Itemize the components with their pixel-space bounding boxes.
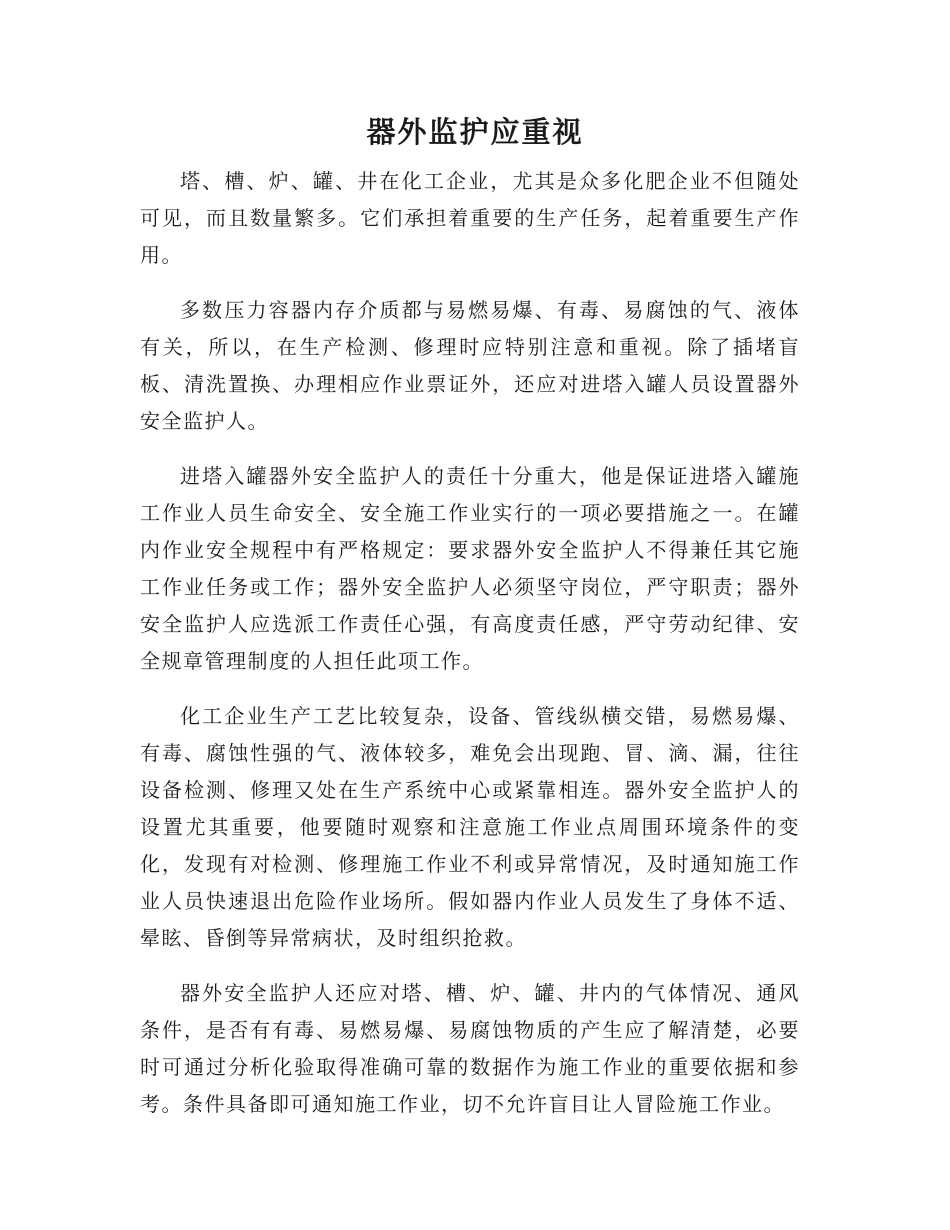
paragraph-1: 塔、槽、炉、罐、井在化工企业，尤其是众多化肥企业不但随处可见，而且数量繁多。它们承担着重要的生产任务，起着重要生产作用。 [140,169,800,267]
document-title: 器外监护应重视 [366,115,584,149]
paragraph-3: 进塔入罐器外安全监护人的责任十分重大，他是保证进塔入罐施工作业人员生命安全、安全施工作业实行的一项必要措施之一。在罐内作业安全规程中有严格规定：要求器外安全监护人不得兼任其它施工作业任务或工作；器外安全监护人必须坚守岗位，严守职责；器外安全监护人应选派工作责任心强，有高度责任感，严守劳动纪律、安全规章管理制度的人担任此项工作。 [140,464,800,673]
paragraph-4: 化工企业生产工艺比较复杂，设备、管线纵横交错，易燃易爆、有毒、腐蚀性强的气、液体较多，难免会出现跑、冒、滴、漏，往往设备检测、修理又处在生产系统中心或紧靠相连。器外安全监护人的设置尤其重要，他要随时观察和注意施工作业点周围环境条件的变化，发现有对检测、修理施工作业不利或异常情况，及时通知施工作业人员快速退出危险作业场所。假如器内作业人员发生了身体不适、晕眩、昏倒等异常病状，及时组织抢救。 [140,704,800,950]
paragraph-2: 多数压力容器内存介质都与易燃易爆、有毒、易腐蚀的气、液体有关，所以，在生产检测、修理时应特别注意和重视。除了插堵盲板、清洗置换、办理相应作业票证外，还应对进塔入罐人员设置器外安全监护人。 [140,298,800,433]
paragraph-5: 器外安全监护人还应对塔、槽、炉、罐、井内的气体情况、通风条件，是否有有毒、易燃易爆、易腐蚀物质的产生应了解清楚，必要时可通过分析化验取得准确可靠的数据作为施工作业的重要依据和参考。条件具备即可通知施工作业，切不允许盲目让人冒险施工作业。 [140,981,800,1116]
document-body [140,163,800,1141]
